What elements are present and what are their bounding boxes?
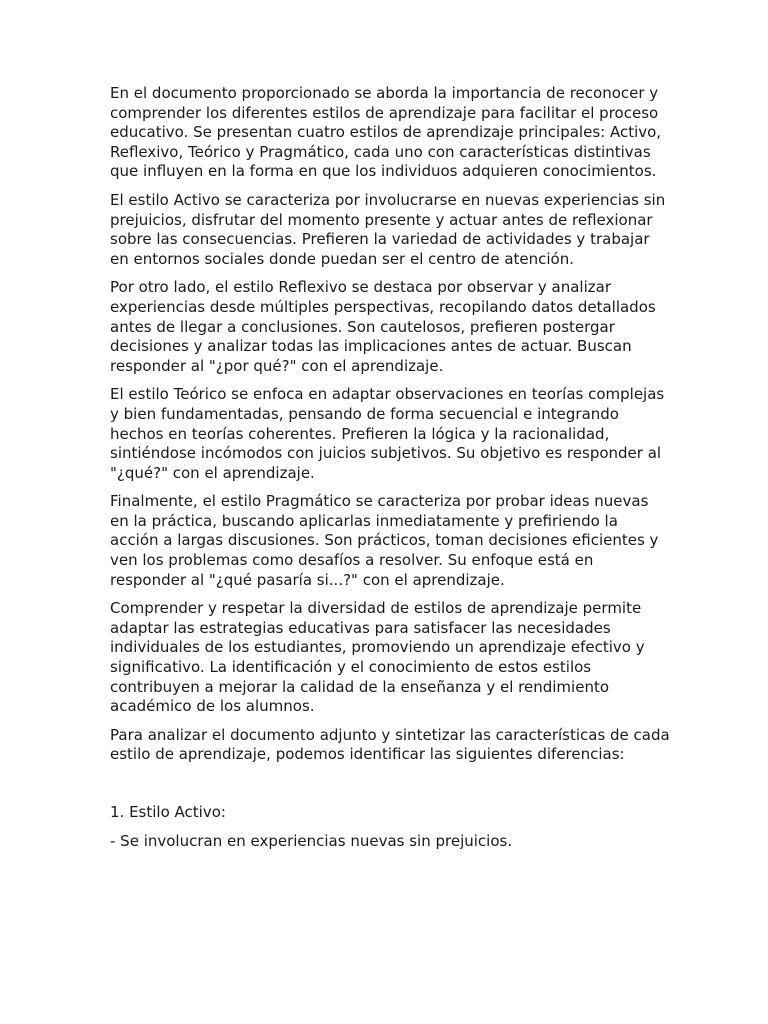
active-style-paragraph: El estilo Activo se caracteriza por involucrarse en nuevas experiencias sin prejuicios, disfrutar del momento presente y actuar antes de reflexionar sobre las consecuencias. Prefieren la variedad de actividades y trabajar en entornos sociales donde puedan ser el centro de atención. — [110, 190, 666, 268]
list-item: - Se involucran en experiencias nuevas sin prejuicios. — [110, 831, 513, 850]
intro-paragraph: En el documento proporcionado se aborda la importancia de reconocer y comprender los diferentes estilos de aprendizaje para facilitar el proceso educativo. Se presentan cuatro estilos de aprendizaje principales: Activo, Reflexivo, Teórico y Pragmático, cada uno con características distintivas que influyen en la forma en que los individuos adquieren conocimientos. — [110, 84, 662, 181]
pragmatic-style-paragraph: Finalmente, el estilo Pragmático se caracteriza por probar ideas nuevas en la práctica, buscando aplicarlas inmediatamente y prefiriendo la acción a largas discusiones. Son prácticos, toman decisiones eficientes y ven los problemas como desafíos a resolver. Su enfoque está en responder al "¿qué pasaría si...?" con el aprendizaje. — [110, 492, 659, 589]
document-body — [110, 84, 670, 860]
list-heading: 1. Estilo Activo: — [110, 803, 226, 821]
analysis-intro-paragraph: Para analizar el documento adjunto y sintetizar las características de cada estilo de aprendizaje, podemos identificar las siguientes diferencias: — [110, 725, 670, 764]
theoretical-style-paragraph: El estilo Teórico se enfoca en adaptar observaciones en teorías complejas y bien fundamentadas, pensando de forma secuencial e integrando hechos en teorías coherentes. Prefieren la lógica y la racionalidad, sintiéndose incómodos con juicios subjetivos. Su objetivo es responder al "¿qué?" con el aprendizaje. — [110, 385, 665, 482]
reflective-style-paragraph: Por otro lado, el estilo Reflexivo se destaca por observar y analizar experiencias desde múltiples perspectivas, recopilando datos detallados antes de llegar a conclusiones. Son cautelosos, prefieren postergar decisiones y analizar todas las implicaciones antes de actuar. Buscan responder al "¿por qué?" con el aprendizaje. — [110, 278, 656, 375]
conclusion-paragraph: Comprender y respetar la diversidad de estilos de aprendizaje permite adaptar las estrategias educativas para satisfacer las necesidades individuales de los estudiantes, promoviendo un aprendizaje efectivo y significativo. La identificación y el conocimiento de estos estilos contribuyen a mejorar la calidad de la enseñanza y el rendimiento académico de los alumnos. — [110, 599, 645, 716]
